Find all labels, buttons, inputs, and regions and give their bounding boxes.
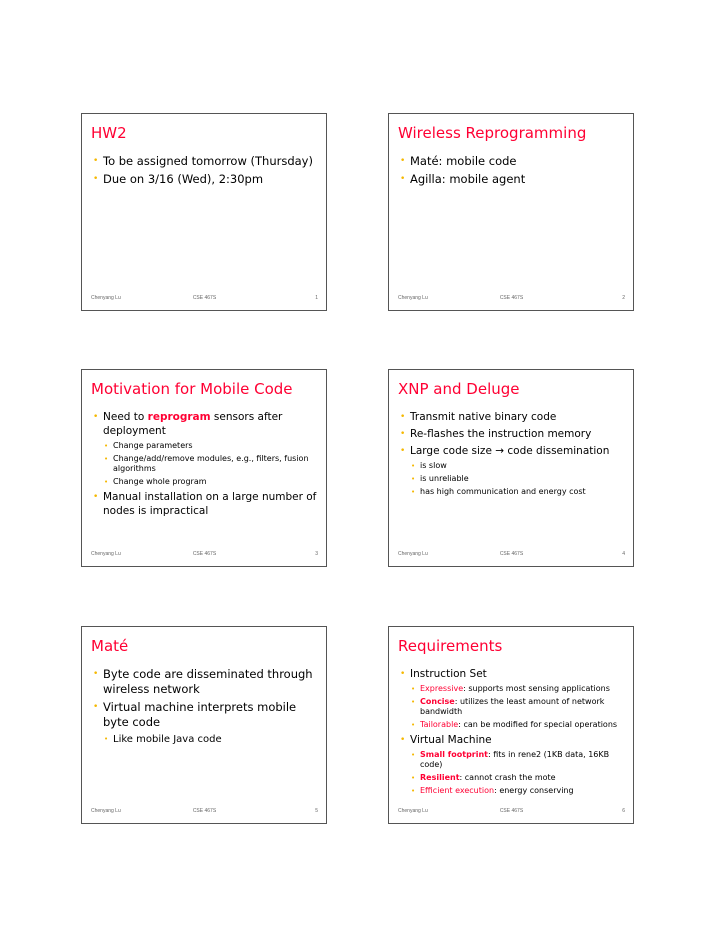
slide-title: Requirements (398, 637, 503, 655)
sub-bullet: • Change whole program (91, 477, 320, 487)
requirement-desc: : can be modified for special operations (458, 720, 618, 729)
requirement-term: Expressive (420, 684, 464, 693)
footer-author: Chenyang Lu (91, 808, 121, 814)
bullet: • Maté: mobile code (398, 154, 627, 169)
requirement-desc: : utilizes the least amount of network bandwidth (420, 697, 605, 716)
footer-course: CSE 467S (499, 551, 524, 557)
slide-title: XNP and Deluge (398, 380, 520, 398)
requirement-term: Efficient execution (420, 786, 495, 795)
bullet: • Agilla: mobile agent (398, 172, 627, 187)
slide-content (398, 667, 627, 799)
bullet: • Due on 3/16 (Wed), 2:30pm (91, 172, 320, 187)
bullet: • Large code size → code dissemination (398, 444, 627, 458)
sub-bullet: • Change/add/remove modules, e.g., filters, fusion algorithms (91, 454, 320, 474)
slide-5 (81, 626, 327, 824)
sub-bullet: • is unreliable (398, 474, 627, 484)
requirement-desc: : fits in rene2 (1KB data, 16KB code) (420, 750, 610, 769)
bullet-text: sensors after deployment (103, 411, 283, 437)
slide-number: 4 (622, 551, 625, 557)
bullet: • Byte code are disseminated through wireless network (91, 667, 320, 697)
slide-footer (398, 295, 625, 305)
slide-title: Motivation for Mobile Code (91, 380, 293, 398)
slide-number: 3 (315, 551, 318, 557)
slide-number: 1 (315, 295, 318, 301)
slide-content (91, 154, 320, 190)
footer-author: Chenyang Lu (91, 551, 121, 557)
footer-course: CSE 467S (192, 295, 217, 301)
slide-6 (388, 626, 634, 824)
requirement-desc: : cannot crash the mote (459, 773, 556, 782)
slide-2 (388, 113, 634, 311)
bullet: • Re-flashes the instruction memory (398, 427, 627, 441)
requirement-desc: : energy conserving (494, 786, 574, 795)
slide-title: Maté (91, 637, 129, 655)
sub-bullet: • Like mobile Java code (91, 733, 320, 746)
sub-bullet (398, 750, 627, 770)
bullet: • Virtual Machine (398, 733, 627, 747)
sub-bullet (398, 697, 627, 717)
slide-content (398, 410, 627, 500)
bullet: • To be assigned tomorrow (Thursday) (91, 154, 320, 169)
requirement-term: Resilient (420, 773, 460, 782)
slide-footer (91, 295, 318, 305)
requirement-term: Concise (420, 697, 455, 706)
sub-bullet: • Change parameters (91, 441, 320, 451)
footer-author: Chenyang Lu (91, 295, 121, 301)
sub-bullet (398, 684, 627, 694)
requirement-term: Small footprint (420, 750, 488, 759)
sub-bullet: • is slow (398, 461, 627, 471)
footer-course: CSE 467S (192, 551, 217, 557)
slide-1 (81, 113, 327, 311)
slide-title: HW2 (91, 124, 127, 142)
footer-course: CSE 467S (192, 808, 217, 814)
footer-course: CSE 467S (499, 295, 524, 301)
footer-author: Chenyang Lu (398, 295, 428, 301)
slide-footer (91, 808, 318, 818)
slide-content (91, 667, 320, 749)
bullet: • Transmit native binary code (398, 410, 627, 424)
requirement-desc: : supports most sensing applications (463, 684, 610, 693)
slide-3 (81, 369, 327, 567)
bullet: • Instruction Set (398, 667, 627, 681)
bullet (91, 410, 320, 438)
slide-footer (91, 551, 318, 561)
highlight-term: reprogram (147, 411, 211, 423)
slide-footer (398, 808, 625, 818)
bullet: • Virtual machine interprets mobile byte code (91, 700, 320, 730)
slide-number: 5 (315, 808, 318, 814)
slide-number: 6 (622, 808, 625, 814)
footer-author: Chenyang Lu (398, 808, 428, 814)
footer-course: CSE 467S (499, 808, 524, 814)
slide-number: 2 (622, 295, 625, 301)
bullet: • Manual installation on a large number of nodes is impractical (91, 490, 320, 518)
slide-content (398, 154, 627, 190)
bullet-text: Need to (103, 411, 148, 423)
slide-content (91, 410, 320, 521)
slide-title: Wireless Reprogramming (398, 124, 587, 142)
slide-4 (388, 369, 634, 567)
sub-bullet (398, 786, 627, 796)
sub-bullet (398, 773, 627, 783)
sub-bullet (398, 720, 627, 730)
sub-bullet: • has high communication and energy cost (398, 487, 627, 497)
footer-author: Chenyang Lu (398, 551, 428, 557)
slide-footer (398, 551, 625, 561)
requirement-term: Tailorable (420, 720, 459, 729)
